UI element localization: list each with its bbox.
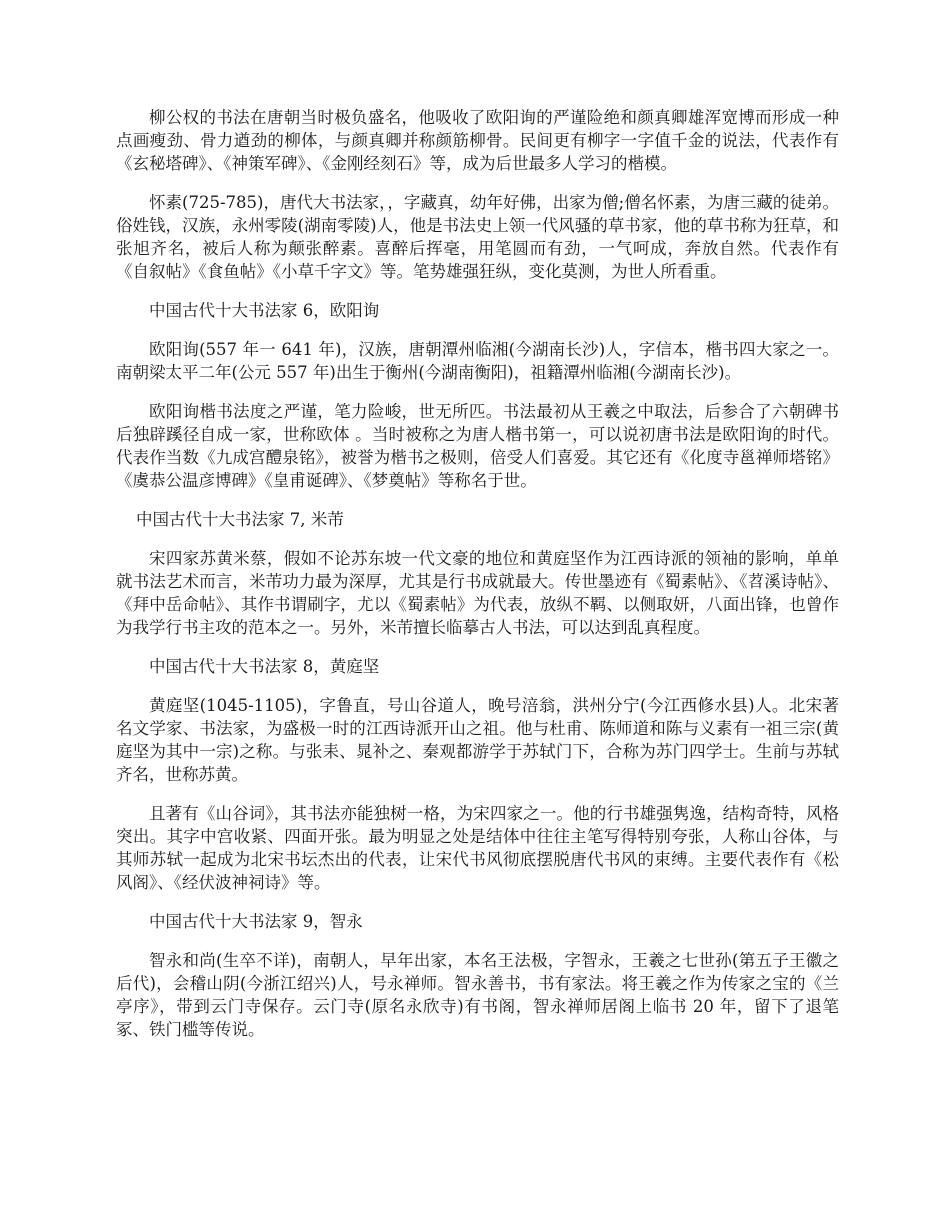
section-heading-ouyang-xun: 中国古代十大书法家 6，欧阳询	[149, 301, 380, 320]
section-heading-mi-fu: 中国古代十大书法家 7, 米芾	[136, 510, 344, 529]
paragraph-ouyang-xun-bio: 欧阳询(557 年一 641 年)，汉族，唐朝潭州临湘(今湖南长沙)人，字信本，楷书四大家之一。南朝梁太平二年(公元 557 年)出生于衡州(今湖南衡阳)，祖籍潭州临湘(今湖南长沙)。	[116, 340, 839, 382]
section-heading-huang-tingjian: 中国古代十大书法家 8，黄庭坚	[149, 657, 380, 676]
section-heading-zhiyong: 中国古代十大书法家 9，智永	[149, 912, 363, 931]
paragraph-huang-tingjian-style: 且著有《山谷词》，其书法亦能独树一格，为宋四家之一。他的行书雄强隽逸，结构奇特，风格突出。其字中宫收紧、四面开张。最为明显之处是结体中往往主笔写得特别夸张，人称山谷体，与其师苏轼一起成为北宋书坛杰出的代表，让宋代书风彻底摆脱唐代书风的束缚。主要代表作有《松风阁》、《经伏波神祠诗》等。	[116, 804, 839, 892]
paragraph-huaisu: 怀素(725-785)，唐代大书法家，，字藏真，幼年好佛，出家为僧;僧名怀素，为唐三藏的徒弟。俗姓钱，汉族，永州零陵(湖南零陵)人，他是书法史上领一代风骚的草书家，他的草书称为狂草，和张旭齐名，被后人称为颠张醉素。喜醉后挥毫，用笔圆而有劲，一气呵成，奔放自然。代表作有《自叙帖》《食鱼帖》《小草千字文》等。笔势雄强狂纵，变化莫测，为世人所看重。	[116, 193, 839, 281]
paragraph-mi-fu: 宋四家苏黄米蔡，假如不论苏东坡一代文豪的地位和黄庭坚作为江西诗派的领袖的影响，单单就书法艺术而言，米芾功力最为深厚，尤其是行书成就最大。传世墨迹有《蜀素帖》、《苕溪诗帖》、《拜中岳命帖》、其作书谓刷字，尤以《蜀素帖》为代表，放纵不羁、以侧取妍，八面出锋，也曾作为我学行书主攻的范本之一。另外，米芾擅长临摹古人书法，可以达到乱真程度。	[116, 549, 839, 637]
paragraph-huang-tingjian-bio: 黄庭坚(1045-1105)，字鲁直，号山谷道人，晚号涪翁，洪州分宁(今江西修水县)人。北宋著名文学家、书法家，为盛极一时的江西诗派开山之祖。他与杜甫、陈师道和陈与义素有一祖三宗(黄庭坚为其中一宗)之称。与张耒、晁补之、秦观都游学于苏轼门下，合称为苏门四学士。生前与苏轼齐名，世称苏黄。	[116, 696, 839, 784]
document-body	[116, 106, 839, 1057]
paragraph-liu-gongquan: 柳公权的书法在唐朝当时极负盛名，他吸收了欧阳询的严谨险绝和颜真卿雄浑宽博而形成一种点画瘦劲、骨力遒劲的柳体，与颜真卿并称颜筋柳骨。民间更有柳字一字值千金的说法，代表作有《玄秘塔碑》、《神策军碑》、《金刚经刻石》等，成为后世最多人学习的楷模。	[116, 108, 839, 173]
paragraph-zhiyong: 智永和尚(生卒不详)，南朝人，早年出家，本名王法极，字智永，王羲之七世孙(第五子王徽之后代)，会稽山阴(今浙江绍兴)人，号永禅师。智永善书，书有家法。将王羲之作为传家之宝的《兰亭序》，带到云门寺保存。云门寺(原名永欣寺)有书阁，智永禅师居阁上临书 20 年，留下了退笔冢、铁门槛等传说。	[116, 951, 839, 1039]
paragraph-ouyang-xun-style: 欧阳询楷书法度之严谨，笔力险峻，世无所匹。书法最初从王羲之中取法，后参合了六朝碑书后独辟蹊径自成一家，世称欧体 。当时被称之为唐人楷书第一，可以说初唐书法是欧阳询的时代。代表作当数《九成宫醴泉铭》，被誉为楷书之极则，倍受人们喜爱。其它还有《化度寺邕禅师塔铭》《虞恭公温彦博碑》《皇甫诞碑》、《梦奠帖》等称名于世。	[116, 402, 839, 490]
